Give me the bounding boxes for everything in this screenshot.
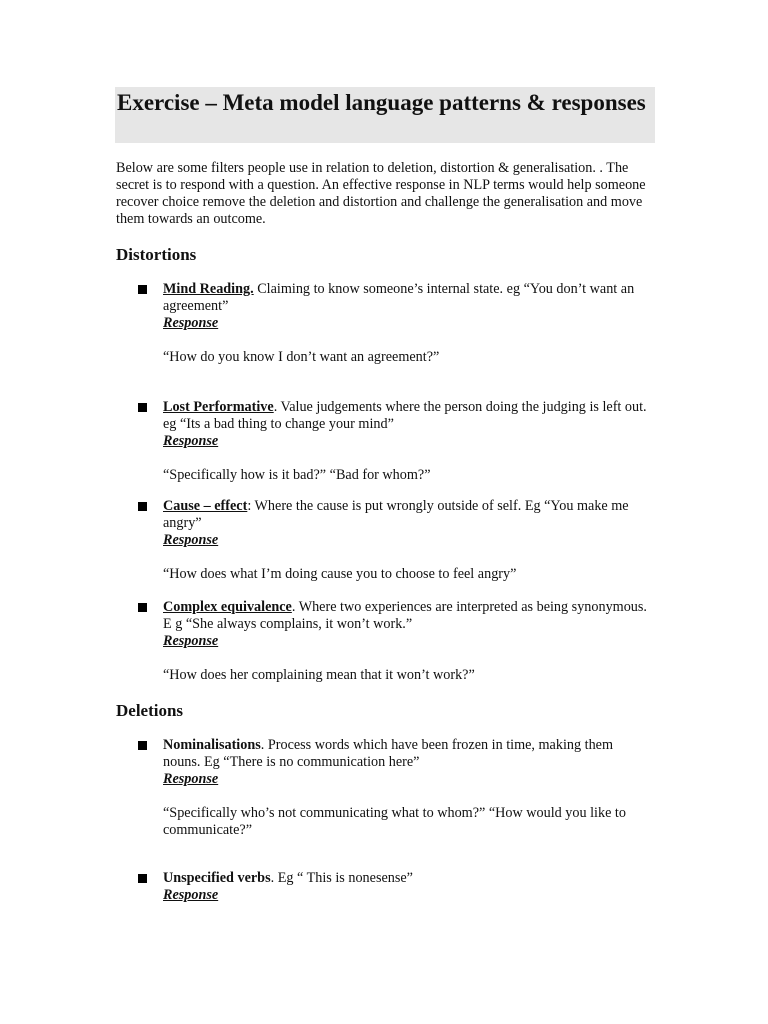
bullet-icon bbox=[138, 741, 147, 750]
response-label: Response bbox=[163, 315, 219, 331]
bullet-icon bbox=[138, 502, 147, 511]
term-label: Cause – effect bbox=[163, 498, 248, 514]
response-text: “Specifically who’s not communicating what to whom?” “How would you like to communicate?” bbox=[163, 805, 626, 838]
list-item-nominalisations bbox=[138, 737, 653, 839]
term-label: Mind Reading. bbox=[163, 281, 254, 297]
term-description: : Where the cause is put wrongly outside of self. Eg “You make me angry” bbox=[163, 498, 629, 531]
term-description: . Eg “ This is nonesense” bbox=[270, 870, 413, 886]
term-label: Unspecified verbs bbox=[163, 870, 271, 886]
list-item-unspecified-verbs bbox=[138, 870, 653, 904]
response-text: “How do you know I don’t want an agreement?” bbox=[163, 349, 440, 365]
term-description: Claiming to know someone’s internal state. eg “You don’t want an agreement” bbox=[163, 281, 635, 314]
section-heading-distortions: Distortions bbox=[116, 245, 197, 264]
list-item-lost-performative bbox=[138, 399, 653, 484]
response-text: “How does what I’m doing cause you to choose to feel angry” bbox=[163, 566, 517, 582]
intro-paragraph: Below are some filters people use in relation to deletion, distortion & generalisation. . The secret is to respond with a question. An effective response in NLP terms would help someone recover choice remove the deletion and distortion and challenge the generalisation and move them towards an outcome. bbox=[116, 160, 646, 227]
response-label: Response bbox=[163, 433, 219, 449]
term-description: . Process words which have been frozen in time, making them nouns. Eg “There is no communication here” bbox=[163, 737, 613, 770]
list-item-mind-reading bbox=[138, 281, 653, 366]
bullet-icon bbox=[138, 285, 147, 294]
page-title: Exercise – Meta model language patterns & responses bbox=[117, 90, 646, 115]
term-label: Complex equivalence bbox=[163, 599, 292, 615]
term-label: Nominalisations bbox=[163, 737, 261, 753]
response-label: Response bbox=[163, 633, 219, 649]
response-label: Response bbox=[163, 532, 219, 548]
response-label: Response bbox=[163, 771, 219, 787]
bullet-icon bbox=[138, 603, 147, 612]
list-item-cause-effect bbox=[138, 498, 653, 583]
term-description: . Where two experiences are interpreted as being synonymous. E g “She always complains, it won’t work.” bbox=[163, 599, 647, 632]
response-text: “How does her complaining mean that it won’t work?” bbox=[163, 667, 475, 683]
term-label: Lost Performative bbox=[163, 399, 274, 415]
bullet-icon bbox=[138, 403, 147, 412]
section-heading-deletions: Deletions bbox=[116, 701, 184, 720]
bullet-icon bbox=[138, 874, 147, 883]
response-text: “Specifically how is it bad?” “Bad for whom?” bbox=[163, 467, 431, 483]
response-label: Response bbox=[163, 887, 219, 903]
list-item-complex-equivalence bbox=[138, 599, 653, 684]
term-description: . Value judgements where the person doing the judging is left out. eg “Its a bad thing to change your mind” bbox=[163, 399, 647, 432]
